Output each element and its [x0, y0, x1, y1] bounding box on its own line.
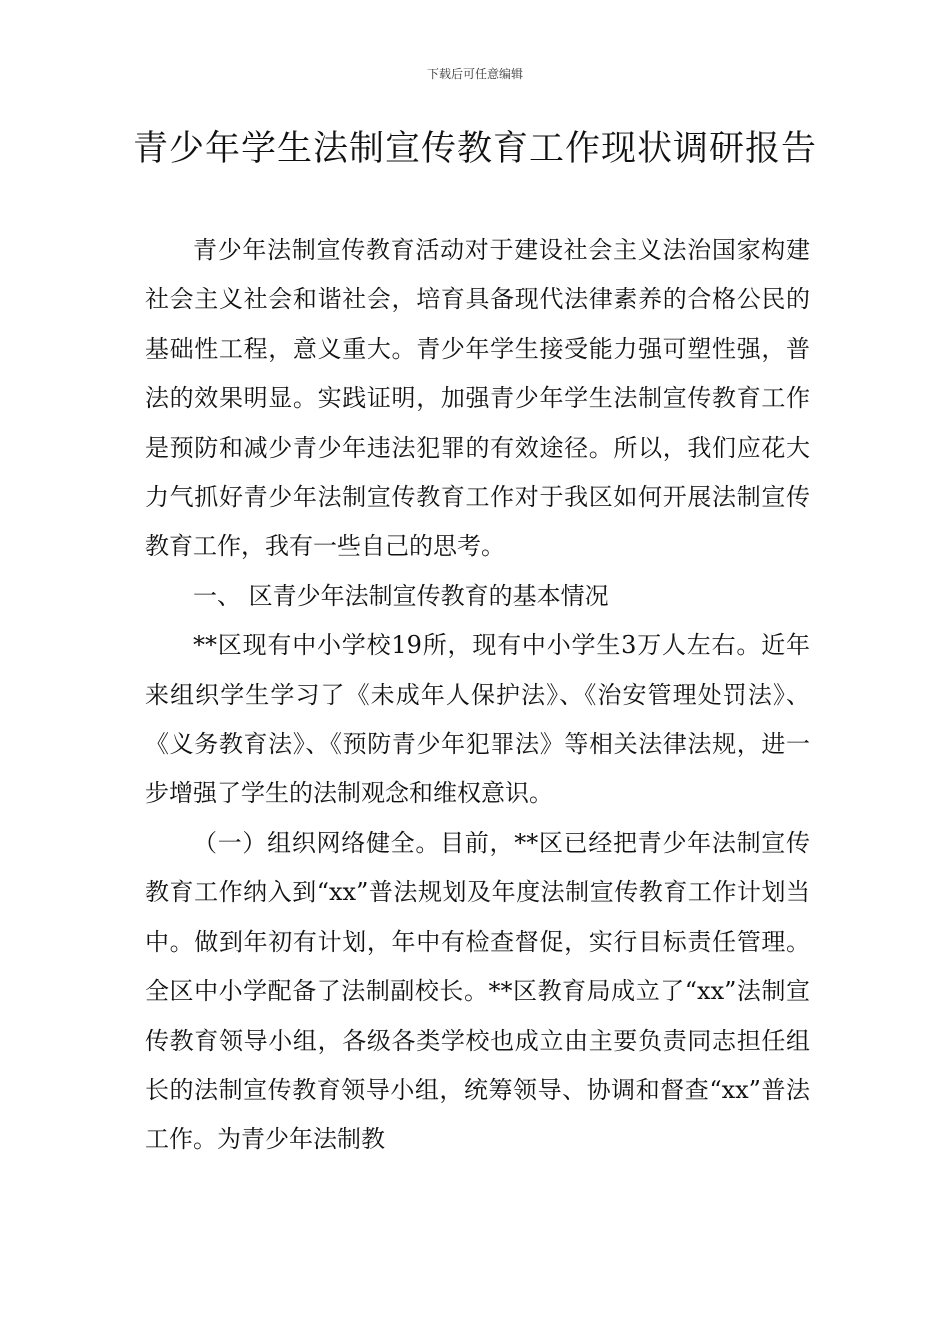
section-heading-1: 一、 区青少年法制宣传教育的基本情况 — [193, 581, 609, 610]
document-body — [145, 226, 810, 1165]
document-title: 青少年学生法制宣传教育工作现状调研报告 — [132, 129, 817, 169]
paragraph-intro: 青少年法制宣传教育活动对于建设社会主义法治国家构建社会主义社会和谐社会，培育具备现代法律素养的合格公民的基础性工程，意义重大。青少年学生接受能力强可塑性强，普法的效果明显。实践证明，加强青少年学生法制宣传教育工作是预防和减少青少年违法犯罪的有效途径。所以，我们应花大力气抓好青少年法制宣传教育工作对于我区如何开展法制宣传教育工作，我有一些自己的思考。 — [145, 236, 810, 561]
paragraph-organization-network: （一）组织网络健全。目前，**区已经把青少年法制宣传教育工作纳入到“xx”普法规划及年度法制宣传教育工作计划当中。做到年初有计划，年中有检查督促，实行目标责任管理。全区中小学配备了法制副校长。**区教育局成立了“xx”法制宣传教育领导小组，各级各类学校也成立由主要负责同志担任组长的法制宣传教育领导小组，统筹领导、协调和督查“xx”普法工作。为青少年法制教 — [145, 828, 810, 1154]
header-note: 下载后可任意编辑 — [426, 67, 523, 81]
paragraph-basic-situation: **区现有中小学校19所，现有中小学生3万人左右。近年来组织学生学习了《未成年人保护法》、《治安管理处罚法》、《义务教育法》、《预防青少年犯罪法》等相关法律法规，进一步增强了学生的法制观念和维权意识。 — [145, 631, 810, 808]
